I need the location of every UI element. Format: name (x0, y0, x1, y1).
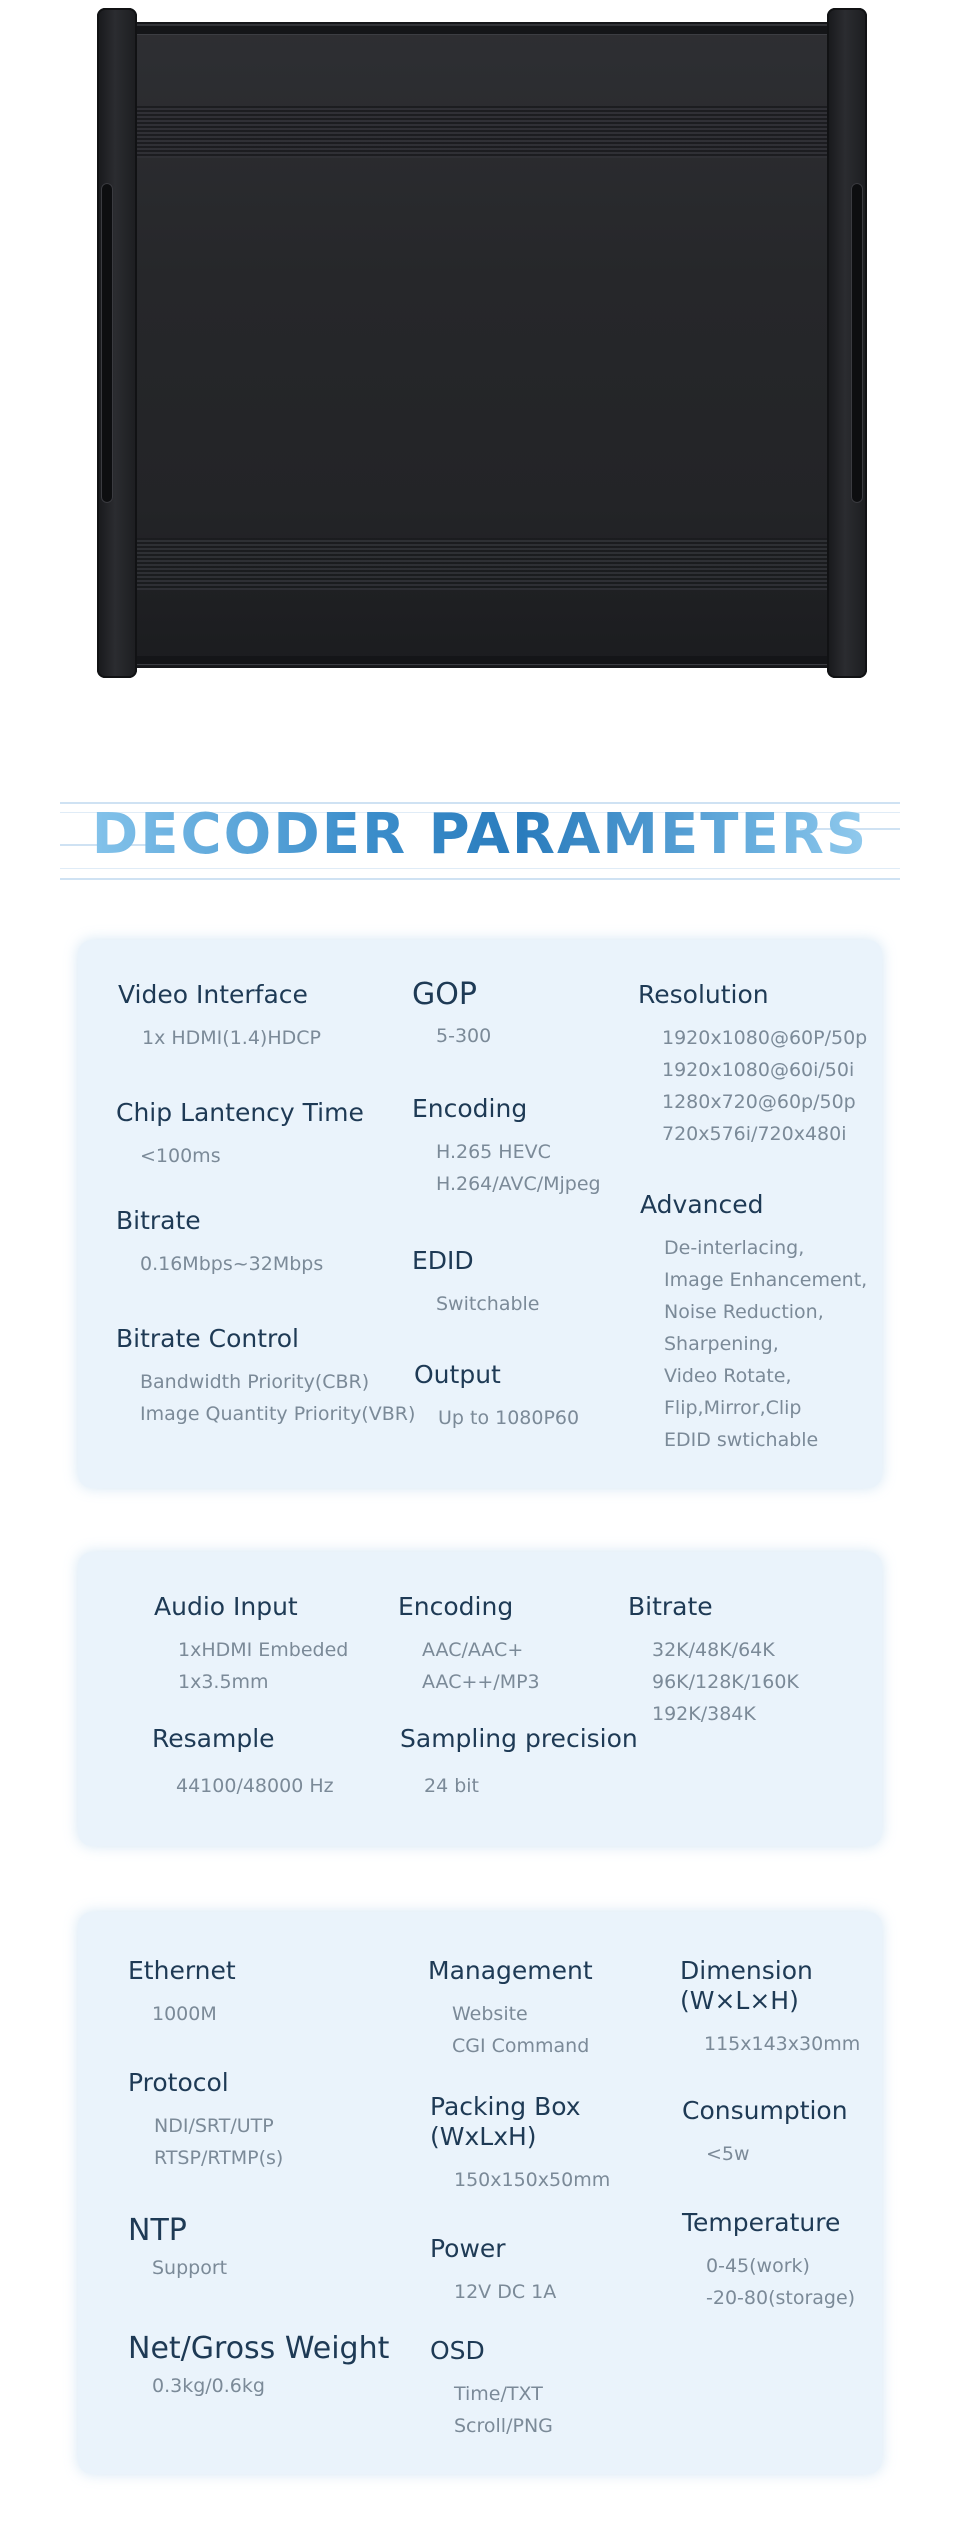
param-management: Management Website CGI Command (428, 1956, 593, 2057)
general-parameters-card (78, 1912, 882, 2474)
param-edid: EDID Switchable (412, 1246, 540, 1315)
param-sampling-precision: Sampling precision 24 bit (400, 1724, 638, 1797)
param-protocol: Protocol NDI/SRT/UTP RTSP/RTMP(s) (128, 2068, 284, 2169)
device-end-cap-left (97, 8, 137, 678)
param-ntp: NTP Support (128, 2213, 228, 2279)
audio-parameters-card (78, 1552, 882, 1846)
param-ethernet: Ethernet 1000M (128, 1956, 236, 2025)
param-video-interface: Video Interface 1x HDMI(1.4)HDCP (118, 980, 321, 1049)
param-audio-encoding: Encoding AAC/AAC+ AAC++/MP3 (398, 1592, 540, 1693)
param-advanced: Advanced De-interlacing, Image Enhancement, Noise Reduction, Sharpening, Video Rotate, Flip,Mirror,Clip EDID swtichable (640, 1190, 868, 1451)
video-parameters-card (78, 940, 882, 1488)
param-temperature: Temperature 0-45(work) -20-80(storage) (682, 2208, 856, 2309)
param-output: Output Up to 1080P60 (414, 1360, 580, 1429)
param-weight: Net/Gross Weight 0.3kg/0.6kg (128, 2331, 390, 2397)
device-top-rail (137, 26, 827, 34)
param-encoding: Encoding H.265 HEVC H.264/AVC/Mjpeg (412, 1094, 601, 1195)
param-resolution: Resolution 1920x1080@60P/50p 1920x1080@60i/50i 1280x720@60p/50p 720x576i/720x480i (638, 980, 868, 1145)
param-audio-bitrate: Bitrate 32K/48K/64K 96K/128K/160K 192K/384K (628, 1592, 799, 1725)
device-bottom-grooves (137, 538, 827, 590)
param-bitrate: Bitrate 0.16Mbps~32Mbps (116, 1206, 324, 1275)
decoder-device-icon (97, 8, 867, 678)
section-title: DECODER PARAMETERS (60, 802, 900, 867)
device-top-grooves (137, 106, 827, 158)
param-power: Power 12V DC 1A (430, 2234, 557, 2303)
device-end-cap-right (827, 8, 867, 678)
param-packing-box: Packing Box (WxLxH) 150x150x50mm (430, 2092, 611, 2191)
param-dimension: Dimension (W×L×H) 115x143x30mm (680, 1956, 861, 2055)
device-bottom-rail (137, 656, 827, 664)
param-gop: GOP 5-300 (412, 977, 492, 1047)
param-osd: OSD Time/TXT Scroll/PNG (430, 2336, 553, 2437)
param-consumption: Consumption <5w (682, 2096, 848, 2165)
param-audio-input: Audio Input 1xHDMI Embeded 1x3.5mm (154, 1592, 349, 1693)
param-resample: Resample 44100/48000 Hz (152, 1724, 334, 1797)
param-chip-latency: Chip Lantency Time <100ms (116, 1098, 364, 1167)
param-bitrate-control: Bitrate Control Bandwidth Priority(CBR) Image Quantity Priority(VBR) (116, 1324, 416, 1425)
section-header (60, 798, 900, 882)
